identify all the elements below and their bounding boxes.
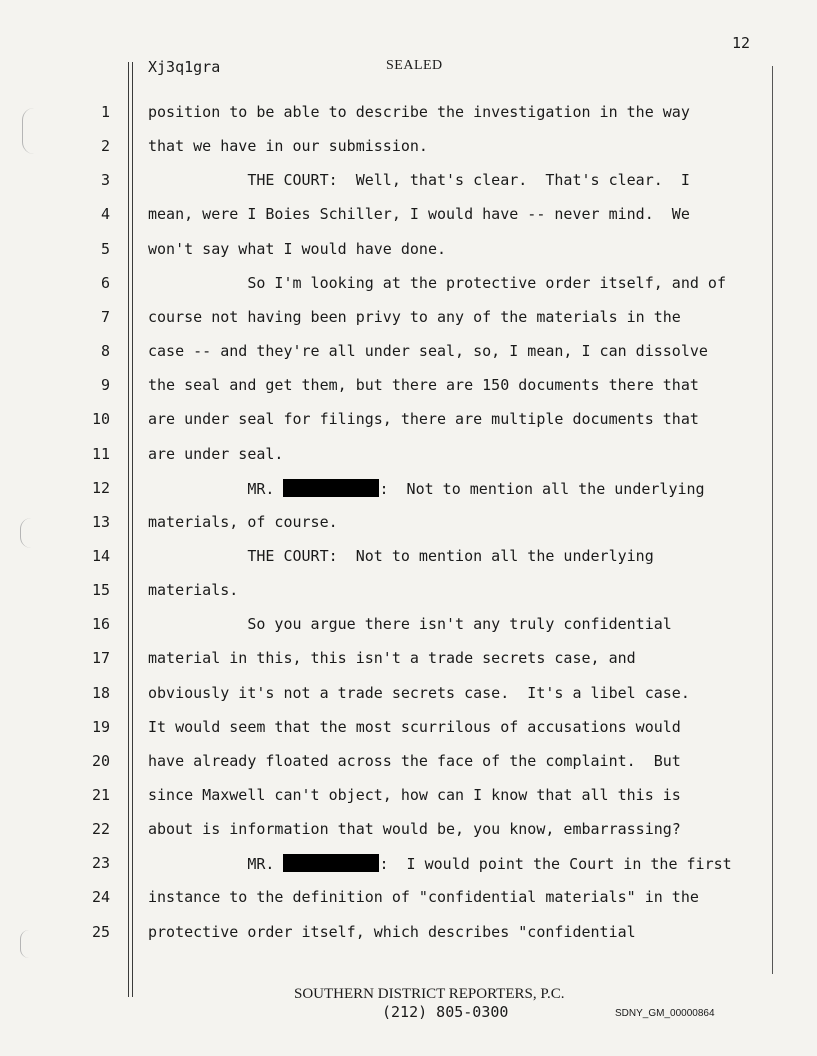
transcript-line: materials. bbox=[148, 581, 239, 599]
line-number: 8 bbox=[100, 342, 110, 360]
line-number: 10 bbox=[91, 410, 110, 428]
transcript-line: that we have in our submission. bbox=[148, 137, 428, 155]
transcript-line: So you argue there isn't any truly confidential bbox=[148, 615, 672, 633]
line-number: 23 bbox=[91, 854, 110, 872]
transcript-line bbox=[148, 479, 705, 498]
line-number: 25 bbox=[91, 923, 110, 941]
document-id: Xj3q1gra bbox=[148, 58, 221, 76]
line-number: 18 bbox=[91, 684, 110, 702]
line-number: 12 bbox=[91, 479, 110, 497]
line-number: 16 bbox=[91, 615, 110, 633]
line-number: 21 bbox=[91, 786, 110, 804]
transcript-line: case -- and they're all under seal, so, I mean, I can dissolve bbox=[148, 342, 708, 360]
sealed-label: SEALED bbox=[386, 58, 443, 73]
line-number: 22 bbox=[91, 820, 110, 838]
line-number: 19 bbox=[91, 718, 110, 736]
line-number: 9 bbox=[100, 376, 110, 394]
footer-phone: (212) 805-0300 bbox=[382, 1003, 509, 1021]
line-number: 5 bbox=[100, 240, 110, 258]
line-number: 11 bbox=[91, 445, 110, 463]
transcript-line: instance to the definition of "confidential materials" in the bbox=[148, 888, 699, 906]
transcript-line: material in this, this isn't a trade secrets case, and bbox=[148, 649, 636, 667]
left-margin-rule-inner bbox=[132, 62, 133, 997]
transcript-line: materials, of course. bbox=[148, 513, 338, 531]
line-number: 13 bbox=[91, 513, 110, 531]
line-number: 3 bbox=[100, 171, 110, 189]
transcript-line: since Maxwell can't object, how can I know that all this is bbox=[148, 786, 681, 804]
page-number: 12 bbox=[732, 34, 751, 52]
bates-number: SDNY_GM_00000864 bbox=[615, 1008, 715, 1019]
line-number: 24 bbox=[91, 888, 110, 906]
speaker-prefix: MR. bbox=[148, 480, 284, 498]
redaction-box bbox=[283, 854, 379, 872]
transcript-line: are under seal for filings, there are multiple documents that bbox=[148, 410, 699, 428]
transcript-line: protective order itself, which describes "confidential bbox=[148, 923, 636, 941]
transcript-line: have already floated across the face of the complaint. But bbox=[148, 752, 681, 770]
transcript-line: It would seem that the most scurrilous of accusations would bbox=[148, 718, 681, 736]
punch-hole-mark bbox=[20, 930, 29, 958]
line-number: 6 bbox=[100, 274, 110, 292]
transcript-line: mean, were I Boies Schiller, I would have -- never mind. We bbox=[148, 205, 690, 223]
transcript-line: about is information that would be, you know, embarrassing? bbox=[148, 820, 681, 838]
line-number: 1 bbox=[100, 103, 110, 121]
transcript-line bbox=[148, 854, 732, 873]
punch-hole-mark bbox=[20, 518, 31, 548]
transcript-line: So I'm looking at the protective order itself, and of bbox=[148, 274, 726, 292]
punch-hole-mark bbox=[22, 108, 37, 154]
transcript-line: are under seal. bbox=[148, 445, 284, 463]
speaker-prefix: MR. bbox=[148, 855, 284, 873]
transcript-line: THE COURT: Well, that's clear. That's clear. I bbox=[148, 171, 690, 189]
line-number: 14 bbox=[91, 547, 110, 565]
line-number: 7 bbox=[100, 308, 110, 326]
transcript-line: THE COURT: Not to mention all the underlying bbox=[148, 547, 654, 565]
transcript-line: course not having been privy to any of the materials in the bbox=[148, 308, 681, 326]
line-number: 20 bbox=[91, 752, 110, 770]
line-number: 2 bbox=[100, 137, 110, 155]
speaker-statement: : Not to mention all the underlying bbox=[379, 480, 705, 498]
transcript-line: the seal and get them, but there are 150 documents there that bbox=[148, 376, 699, 394]
line-number: 15 bbox=[91, 581, 110, 599]
right-margin-rule bbox=[772, 66, 773, 974]
transcript-line: won't say what I would have done. bbox=[148, 240, 447, 258]
line-number: 17 bbox=[91, 649, 110, 667]
speaker-statement: : I would point the Court in the first bbox=[379, 855, 732, 873]
footer-reporter: SOUTHERN DISTRICT REPORTERS, P.C. bbox=[294, 986, 565, 1002]
line-number: 4 bbox=[100, 205, 110, 223]
redaction-box bbox=[283, 479, 379, 497]
transcript-line: position to be able to describe the investigation in the way bbox=[148, 103, 690, 121]
left-margin-rule-outer bbox=[128, 62, 129, 997]
transcript-line: obviously it's not a trade secrets case. It's a libel case. bbox=[148, 684, 690, 702]
